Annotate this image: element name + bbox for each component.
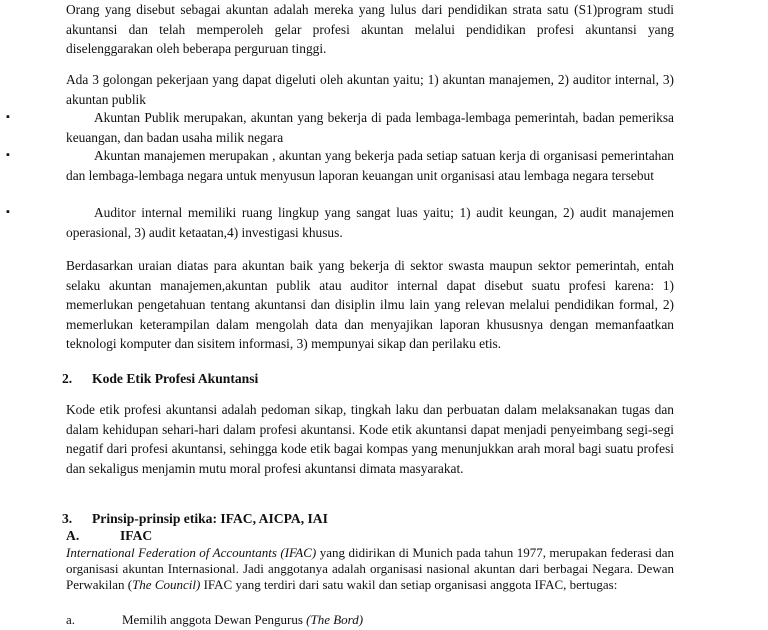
list-item-a (66, 612, 674, 628)
bullet-text-management-accountant: Akuntan manajemen merupakan , akuntan yang bekerja pada setiap satuan kerja di organisasi pemerintahan dan lembaga-lembaga negara untuk menyusun laporan keuangan unit organisasi atau lembaga negara tersebut (66, 148, 674, 183)
bullet-item (0, 108, 768, 148)
bullet-text-public-accountant: Akuntan Publik merupakan, akuntan yang bekerja di pada lembaga-lembaga pemerintah, badan pemeriksa keuangan, dan badan usaha milik negara (66, 110, 674, 145)
bullet-square-icon: ▪ (6, 111, 10, 123)
section-number: 2. (62, 371, 73, 386)
ifac-text-part2: IFAC yang terdiri dari satu wakil dan setiap organisasi anggota IFAC, bertugas: (200, 577, 618, 592)
subsection-letter: A. (66, 528, 80, 543)
ifac-name: International Federation of Accountants (IFAC) (66, 545, 317, 560)
section-number: 3. (62, 511, 73, 526)
ifac-council: The Council) (132, 577, 201, 592)
paragraph-ifac (66, 545, 674, 593)
ifac-text-part1: yang didirikan di Munich pada tahun 1977, merupakan federasi dan organisasi akuntan Internasional. Jadi anggotanya adalah organisasi nasional akuntan dari berbagai Negara. Dewan Perwakilan ( (66, 545, 675, 592)
bullet-square-icon: ▪ (6, 206, 10, 218)
section-title: Prinsip-prinsip etika: IFAC, AICPA, IAI (92, 511, 328, 526)
paragraph-summary: Berdasarkan uraian diatas para akuntan baik yang bekerja di sektor swasta maupun sektor pemerintah, entah selaku akuntan manajemen,akuntan publik atau auditor internal dapat disebut suatu profesi karena: 1) memerlukan pengetahuan tentang akuntansi dan disiplin ilmu lain yang relevan melalui pendidikan formal, 2) memerlukan keterampilan dalam mengolah data dan menyajikan laporan khususnya dengan memanfaatkan teknologi komputer dan sisitem informasi, 3) mempunyai sikap dan perilaku etis. (66, 258, 674, 352)
list-item-text-wrap (122, 612, 363, 628)
list-item-text: Memilih anggota Dewan Pengurus (122, 612, 307, 627)
paragraph-job-groups: Ada 3 golongan pekerjaan yang dapat digeluti oleh akuntan yaitu; 1) akuntan manajemen, 2) auditor internal, 3) akuntan publik (66, 72, 674, 107)
subsection-title: IFAC (120, 528, 153, 543)
bullet-square-icon: ▪ (6, 149, 10, 161)
bullet-item (0, 146, 768, 186)
bullet-text-internal-auditor: Auditor internal memiliki ruang lingkup yang sangat luas yaitu; 1) audit keungan, 2) audit manajemen operasional, 3) audit ketaatan,4) investigasi khusus. (66, 205, 674, 240)
list-item-italic: (The Bord) (306, 612, 364, 627)
list-item-label: a. (66, 612, 76, 627)
paragraph-intro: Orang yang disebut sebagai akuntan adalah mereka yang lulus dari pendidikan strata satu (S1)program studi akuntansi dan telah memperoleh gelar profesi akuntan melalui pendidikan profesi akuntansi yang diselenggarakan oleh beberapa perguruan tinggi. (66, 2, 674, 57)
paragraph-code-of-ethics: Kode etik profesi akuntansi adalah pedoman sikap, tingkah laku dan perbuatan dalam melaksanakan tugas dan dalam kehidupan sehari-hari dalam profesi akuntansi. Kode etik akuntansi dapat menjadi penyeimbang segi-segi negatif dari profesi akuntansi, sehingga kode etik bagai kompas yang menunjukkan arah moral bagi suatu profesi dan sekaligus menjamin mutu moral profesi akuntansi dimata masyarakat. (66, 402, 674, 476)
section-title: Kode Etik Profesi Akuntansi (92, 371, 259, 386)
bullet-item (0, 203, 768, 243)
